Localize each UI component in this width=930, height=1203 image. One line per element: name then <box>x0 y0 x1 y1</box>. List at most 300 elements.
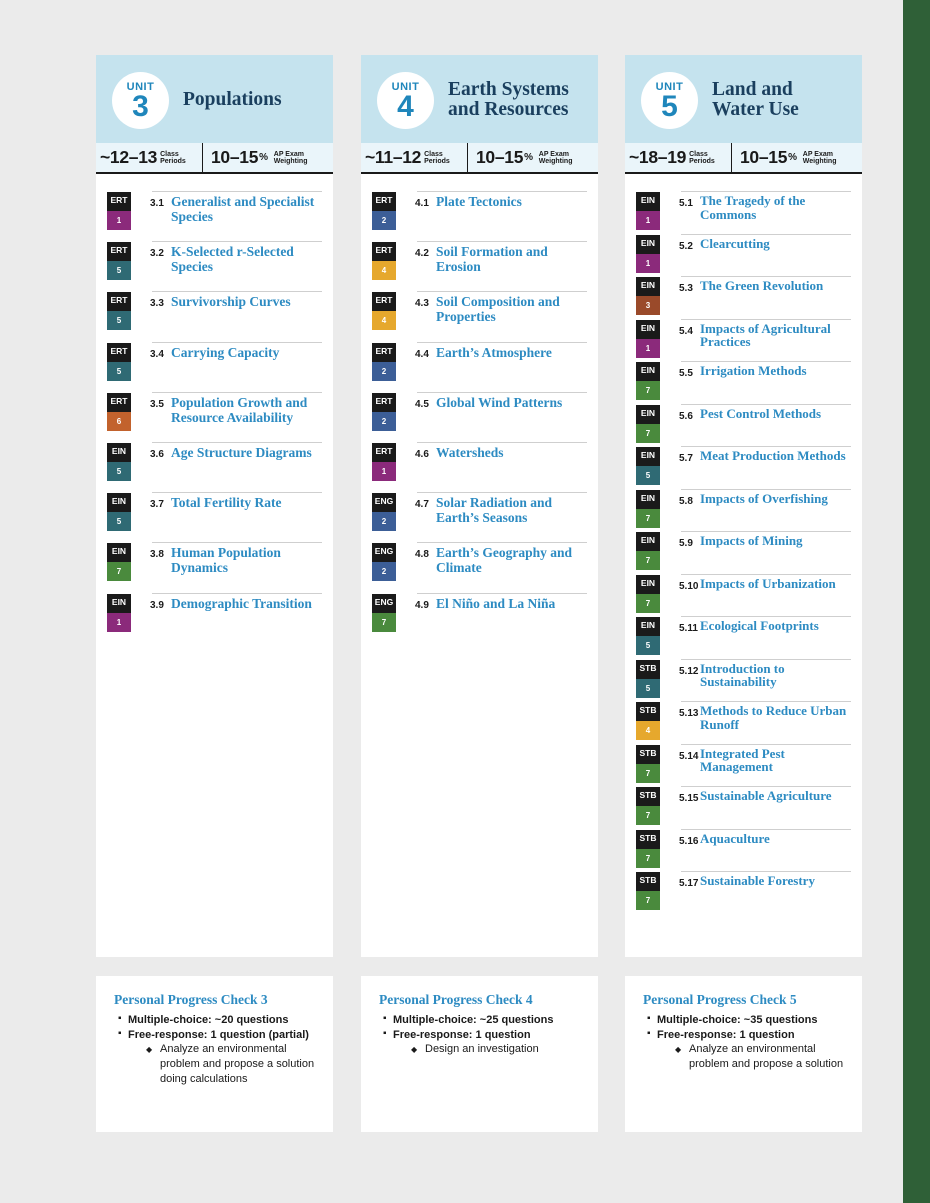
skill-badge <box>107 543 131 581</box>
big-idea-code: ERT <box>107 242 131 261</box>
big-idea-code: EIN <box>636 405 660 424</box>
unit-number: 4 <box>397 90 414 123</box>
unit-title: Populations <box>183 89 282 110</box>
topic-row <box>636 191 851 234</box>
skill-badge <box>636 447 660 485</box>
percent-sign: % <box>259 152 268 163</box>
practice-number: 4 <box>636 721 660 740</box>
skill-badge <box>636 872 660 910</box>
big-idea-code: ERT <box>372 192 396 211</box>
topic-title[interactable]: El Niño and La Niña <box>436 595 556 611</box>
topic-title[interactable]: Impacts of Overfishing <box>700 490 828 506</box>
practice-number: 5 <box>636 679 660 698</box>
topic-row <box>636 404 851 447</box>
topic-divider <box>681 574 851 575</box>
skill-badge <box>636 575 660 613</box>
skill-badge <box>636 277 660 315</box>
big-idea-code: ERT <box>372 443 396 462</box>
topic-title[interactable]: Impacts of Agricultural Practices <box>700 320 831 349</box>
topic-row <box>636 319 851 362</box>
topic-divider <box>681 446 851 447</box>
topic-number: 3.7 <box>150 499 164 511</box>
topic-divider <box>681 276 851 277</box>
topic-row <box>636 829 851 872</box>
skill-badge <box>636 192 660 230</box>
progress-check-subitem <box>146 1042 320 1087</box>
skill-badge <box>636 787 660 825</box>
topic-row <box>636 446 851 489</box>
unit-title: Earth Systems and Resources <box>448 79 569 120</box>
skill-badge <box>636 702 660 740</box>
skill-badge <box>636 490 660 528</box>
topic-number: 3.2 <box>150 248 164 260</box>
unit-number: 5 <box>661 90 678 123</box>
big-idea-code: STB <box>636 830 660 849</box>
topic-row <box>636 786 851 829</box>
topic-number: 5.14 <box>679 750 699 762</box>
diamond-bullet-icon: ◆ <box>146 1045 153 1054</box>
topic-divider <box>152 542 322 543</box>
skill-badge <box>372 443 396 481</box>
topic-number: 5.11 <box>679 623 698 634</box>
topic-divider <box>417 392 587 393</box>
percent-sign: % <box>788 152 797 163</box>
diamond-bullet-icon: ◆ <box>411 1045 418 1054</box>
practice-number: 5 <box>107 362 131 381</box>
progress-check-item: ▪ Multiple-choice: ~35 questions <box>647 1013 857 1028</box>
topic-divider <box>417 291 587 292</box>
topic-number: 4.1 <box>415 198 429 209</box>
unit-title: Land and Water Use <box>712 79 799 120</box>
topic-row <box>372 593 587 643</box>
topic-number: 4.2 <box>415 248 429 260</box>
topic-row <box>636 701 851 744</box>
topic-title[interactable]: Impacts of Urbanization <box>700 575 836 591</box>
progress-check-subitem <box>411 1042 585 1057</box>
skill-badge <box>107 292 131 330</box>
practice-number: 6 <box>107 412 131 431</box>
topic-number: 3.4 <box>150 348 164 360</box>
topic-title[interactable]: Carrying Capacity <box>171 344 280 360</box>
topic-title[interactable]: Irrigation Methods <box>700 363 807 378</box>
topic-number: 3.5 <box>150 398 164 410</box>
exam-weighting-value: 10–15 <box>211 147 259 167</box>
topic-row <box>372 492 587 542</box>
topic-divider <box>152 241 322 242</box>
topic-title[interactable]: The Green Revolution <box>700 278 824 293</box>
topic-title[interactable]: Aquaculture <box>700 830 770 846</box>
practice-number: 4 <box>372 261 396 280</box>
topic-divider <box>417 342 587 343</box>
exam-weighting-label: AP Exam Weighting <box>538 150 573 165</box>
topic-title[interactable]: Sustainable Agriculture <box>700 788 832 803</box>
topic-number: 4.5 <box>415 398 429 410</box>
unit-header <box>96 55 333 143</box>
big-idea-code: ERT <box>372 242 396 261</box>
unit-number: 3 <box>132 90 149 123</box>
topic-row <box>107 593 322 643</box>
big-idea-code: STB <box>636 702 660 721</box>
topic-title[interactable]: Pest Control Methods <box>700 405 822 421</box>
big-idea-code: EIN <box>636 532 660 551</box>
exam-weighting-label: AP Exam Weighting <box>802 150 837 165</box>
topic-title[interactable]: Meat Production Methods <box>700 448 846 463</box>
unit-label: UNIT <box>126 81 155 93</box>
topic-divider <box>417 542 587 543</box>
class-periods-label: Class Periods <box>424 150 450 165</box>
percent-sign: % <box>524 152 533 163</box>
topic-title[interactable]: Human Population Dynamics <box>171 545 281 576</box>
topic-row <box>372 241 587 291</box>
topic-divider <box>681 786 851 787</box>
topic-number: 3.8 <box>150 549 164 561</box>
topic-title[interactable]: Generalist and Specialist Species <box>171 194 315 224</box>
progress-check-subitem-text: Analyze an environmental problem and propose a solution doing calculations <box>160 1043 315 1085</box>
skill-badge <box>372 493 396 531</box>
topic-number: 4.3 <box>415 298 429 310</box>
topic-title[interactable]: Survivorship Curves <box>171 294 291 310</box>
big-idea-code: ERT <box>372 343 396 362</box>
topic-divider <box>681 531 851 532</box>
topic-row <box>107 492 322 542</box>
skill-badge <box>636 362 660 400</box>
big-idea-code: EIN <box>636 277 660 296</box>
topic-divider <box>417 442 587 443</box>
topic-divider <box>152 342 322 343</box>
practice-number: 5 <box>107 311 131 330</box>
progress-check-box <box>625 976 862 1132</box>
practice-number: 7 <box>636 891 660 910</box>
topic-divider <box>681 489 851 490</box>
topic-title[interactable]: Soil Composition and Properties <box>436 294 560 325</box>
topic-title[interactable]: Watersheds <box>436 445 504 460</box>
practice-number: 5 <box>636 636 660 655</box>
topic-divider <box>681 191 851 192</box>
practice-number: 4 <box>372 311 396 330</box>
topic-number: 5.13 <box>679 708 699 719</box>
topic-divider <box>152 392 322 393</box>
topic-row <box>372 542 587 592</box>
topic-number: 5.2 <box>679 240 693 252</box>
topic-number: 5.1 <box>679 198 693 209</box>
skill-badge <box>372 242 396 280</box>
topic-title[interactable]: Solar Radiation and Earth’s Seasons <box>436 495 553 526</box>
topic-divider <box>681 659 851 660</box>
big-idea-code: EIN <box>636 490 660 509</box>
unit-label: UNIT <box>655 81 684 93</box>
unit-5-column <box>625 55 862 957</box>
topic-number: 4.9 <box>415 599 429 611</box>
topic-title[interactable]: Methods to Reduce Urban Runoff <box>700 703 847 732</box>
practice-number: 5 <box>107 462 131 481</box>
progress-check-item: ▪ Free-response: 1 question <box>647 1028 857 1043</box>
practice-number: 7 <box>636 764 660 783</box>
big-idea-code: EIN <box>107 594 131 613</box>
big-idea-code: EIN <box>636 192 660 211</box>
practice-number: 7 <box>636 381 660 400</box>
topic-number: 5.15 <box>679 793 699 804</box>
exam-weighting-label: AP Exam Weighting <box>273 150 308 165</box>
topic-title[interactable]: Impacts of Mining <box>700 533 803 548</box>
progress-check-title[interactable]: Personal Progress Check 5 <box>643 992 797 1007</box>
topic-title[interactable]: Population Growth and Resource Availability <box>171 394 308 425</box>
practice-number: 2 <box>372 512 396 531</box>
practice-number: 7 <box>636 551 660 570</box>
big-idea-code: ERT <box>107 192 131 211</box>
big-idea-code: EIN <box>636 320 660 339</box>
progress-check-title[interactable]: Personal Progress Check 3 <box>114 992 268 1007</box>
skill-badge <box>372 594 396 632</box>
big-idea-code: EIN <box>107 493 131 512</box>
skill-badge <box>636 532 660 570</box>
topic-number: 5.3 <box>679 283 693 294</box>
big-idea-code: ENG <box>372 543 396 562</box>
topic-number: 5.6 <box>679 410 693 422</box>
practice-number: 7 <box>372 613 396 632</box>
skill-badge <box>636 745 660 783</box>
topic-divider <box>417 492 587 493</box>
topic-divider <box>681 404 851 405</box>
topic-divider <box>152 191 322 192</box>
big-idea-code: STB <box>636 872 660 891</box>
practice-number: 7 <box>636 849 660 868</box>
topic-row <box>636 616 851 659</box>
topic-title[interactable]: Clearcutting <box>700 235 770 251</box>
topic-number: 3.1 <box>150 198 164 209</box>
progress-check-title[interactable]: Personal Progress Check 4 <box>379 992 533 1007</box>
topic-row <box>636 276 851 319</box>
skill-badge <box>636 617 660 655</box>
topic-number: 5.7 <box>679 453 693 464</box>
topic-divider <box>681 829 851 830</box>
topic-row <box>372 291 587 341</box>
topic-row <box>372 392 587 442</box>
page-edge-bar <box>903 0 930 1203</box>
topic-title[interactable]: Integrated Pest Management <box>700 745 785 774</box>
topic-row <box>107 191 322 241</box>
topic-divider <box>681 616 851 617</box>
topic-row <box>636 659 851 702</box>
practice-number: 1 <box>636 254 660 273</box>
skill-badge <box>636 660 660 698</box>
topic-divider <box>681 361 851 362</box>
topic-title[interactable]: Soil Formation and Erosion <box>436 244 548 275</box>
topic-number: 5.8 <box>679 495 693 507</box>
topic-row <box>107 241 322 291</box>
topic-divider <box>417 593 587 594</box>
topic-divider <box>681 319 851 320</box>
topic-number: 3.9 <box>150 599 164 611</box>
topic-number: 3.3 <box>150 298 164 310</box>
big-idea-code: STB <box>636 660 660 679</box>
topic-number: 5.5 <box>679 368 693 379</box>
progress-check-box <box>361 976 598 1132</box>
topic-number: 5.17 <box>679 878 699 889</box>
progress-check-item: ▪ Multiple-choice: ~25 questions <box>383 1013 593 1028</box>
topic-number: 5.16 <box>679 835 699 847</box>
topic-number: 5.12 <box>679 665 699 677</box>
unit-header <box>625 55 862 143</box>
topic-number: 5.4 <box>679 325 693 337</box>
big-idea-code: EIN <box>107 543 131 562</box>
unit-badge <box>377 72 434 129</box>
practice-number: 2 <box>372 562 396 581</box>
unit-badge <box>641 72 698 129</box>
unit-stats <box>96 143 333 174</box>
topic-row <box>107 392 322 442</box>
unit-4-column <box>361 55 598 957</box>
practice-number: 1 <box>636 339 660 358</box>
topic-divider <box>681 701 851 702</box>
topic-number: 5.9 <box>679 538 693 549</box>
skill-badge <box>372 343 396 381</box>
practice-number: 5 <box>107 261 131 280</box>
topic-number: 3.6 <box>150 449 164 460</box>
topic-title[interactable]: Ecological Footprints <box>700 618 819 633</box>
class-periods-label: Class Periods <box>160 150 186 165</box>
big-idea-code: ENG <box>372 594 396 613</box>
skill-badge <box>372 292 396 330</box>
skill-badge <box>636 405 660 443</box>
class-periods-value: ~18–19 <box>629 147 687 167</box>
practice-number: 2 <box>372 211 396 230</box>
skill-badge <box>636 235 660 273</box>
topic-divider <box>417 191 587 192</box>
topic-title[interactable]: Earth’s Geography and Climate <box>436 545 573 576</box>
skill-badge <box>372 393 396 431</box>
exam-weighting-value: 10–15 <box>740 147 788 167</box>
big-idea-code: EIN <box>636 447 660 466</box>
progress-check-details <box>647 1013 857 1072</box>
progress-check-box <box>96 976 333 1132</box>
topic-divider <box>681 744 851 745</box>
practice-number: 7 <box>636 424 660 443</box>
progress-check-item: ▪ Multiple-choice: ~20 questions <box>118 1013 328 1028</box>
exam-weighting-value: 10–15 <box>476 147 524 167</box>
skill-badge <box>372 543 396 581</box>
class-periods-value: ~12–13 <box>100 147 158 167</box>
topic-row <box>372 342 587 392</box>
skill-badge <box>636 830 660 868</box>
skill-badge <box>107 443 131 481</box>
progress-check-subitem <box>675 1042 849 1072</box>
practice-number: 1 <box>107 211 131 230</box>
big-idea-code: ERT <box>372 292 396 311</box>
progress-check-subitem-text: Design an investigation <box>425 1043 539 1055</box>
topic-title[interactable]: The Tragedy of the Commons <box>700 193 806 222</box>
topic-title[interactable]: Demographic Transition <box>171 595 312 611</box>
practice-number: 1 <box>107 613 131 632</box>
topic-title[interactable]: Age Structure Diagrams <box>171 445 312 460</box>
unit-badge <box>112 72 169 129</box>
topic-row <box>636 871 851 914</box>
practice-number: 7 <box>107 562 131 581</box>
big-idea-code: EIN <box>636 235 660 254</box>
topic-title[interactable]: Introduction to Sustainability <box>700 660 785 689</box>
unit-stats <box>361 143 598 174</box>
class-periods-label: Class Periods <box>689 150 715 165</box>
topic-divider <box>417 241 587 242</box>
diamond-bullet-icon: ◆ <box>675 1045 682 1054</box>
topic-divider <box>152 593 322 594</box>
unit-3-column <box>96 55 333 957</box>
practice-number: 2 <box>372 362 396 381</box>
class-periods-value: ~11–12 <box>365 147 422 167</box>
big-idea-code: STB <box>636 787 660 806</box>
topic-title[interactable]: K-Selected r-Selected Species <box>171 244 294 275</box>
topic-row <box>636 744 851 787</box>
practice-number: 1 <box>372 462 396 481</box>
topic-row <box>636 234 851 277</box>
big-idea-code: ENG <box>372 493 396 512</box>
skill-badge <box>636 320 660 358</box>
practice-number: 7 <box>636 509 660 528</box>
topic-number: 4.6 <box>415 449 429 460</box>
topic-row <box>107 291 322 341</box>
skill-badge <box>372 192 396 230</box>
topic-divider <box>152 291 322 292</box>
topic-divider <box>152 442 322 443</box>
progress-check-subitem-text: Analyze an environmental problem and propose a solution <box>689 1043 844 1070</box>
progress-check-details <box>383 1013 593 1057</box>
big-idea-code: ERT <box>107 343 131 362</box>
topic-divider <box>681 871 851 872</box>
big-idea-code: ERT <box>107 292 131 311</box>
topic-divider <box>681 234 851 235</box>
big-idea-code: EIN <box>636 362 660 381</box>
skill-badge <box>107 192 131 230</box>
topic-title[interactable]: Global Wind Patterns <box>436 394 563 410</box>
topic-number: 5.10 <box>679 580 699 592</box>
topic-title[interactable]: Sustainable Forestry <box>700 873 815 888</box>
big-idea-code: STB <box>636 745 660 764</box>
topic-title[interactable]: Plate Tectonics <box>436 194 522 209</box>
topic-number: 4.4 <box>415 348 429 360</box>
topic-title[interactable]: Earth’s Atmosphere <box>436 344 552 360</box>
skill-badge <box>107 242 131 280</box>
progress-check-item: ▪ Free-response: 1 question (partial) <box>118 1028 328 1043</box>
topic-title[interactable]: Total Fertility Rate <box>171 495 282 511</box>
progress-check-item: ▪ Free-response: 1 question <box>383 1028 593 1043</box>
big-idea-code: ERT <box>372 393 396 412</box>
topic-row <box>107 442 322 492</box>
skill-badge <box>107 343 131 381</box>
unit-label: UNIT <box>391 81 420 93</box>
practice-number: 3 <box>636 296 660 315</box>
big-idea-code: ERT <box>107 393 131 412</box>
topic-row <box>636 489 851 532</box>
skill-badge <box>107 393 131 431</box>
practice-number: 1 <box>636 211 660 230</box>
big-idea-code: EIN <box>636 575 660 594</box>
big-idea-code: EIN <box>107 443 131 462</box>
unit-stats <box>625 143 862 174</box>
topic-row <box>372 191 587 241</box>
topic-number: 4.8 <box>415 549 429 561</box>
practice-number: 7 <box>636 594 660 613</box>
practice-number: 5 <box>636 466 660 485</box>
unit-header <box>361 55 598 143</box>
topic-row <box>372 442 587 492</box>
topic-number: 4.7 <box>415 499 429 511</box>
skill-badge <box>107 594 131 632</box>
topic-row <box>107 542 322 592</box>
topic-divider <box>152 492 322 493</box>
topic-row <box>636 531 851 574</box>
topic-row <box>636 361 851 404</box>
skill-badge <box>107 493 131 531</box>
practice-number: 7 <box>636 806 660 825</box>
